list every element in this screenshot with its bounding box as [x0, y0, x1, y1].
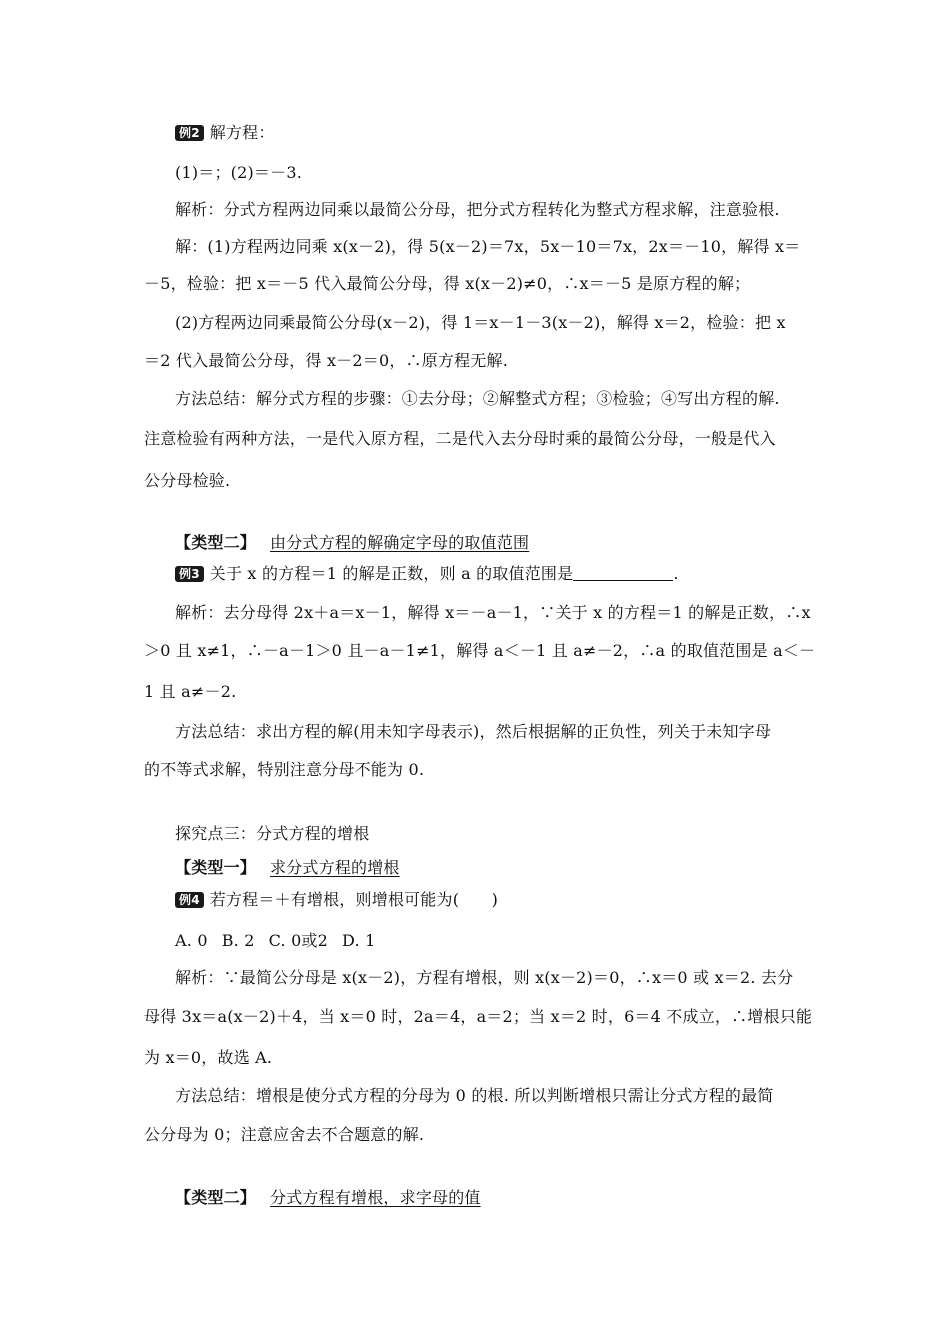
option-a: A. 0 [175, 931, 208, 950]
example-2-method-b: 注意检验有两种方法，一是代入原方程，二是代入去分母时乘的最简公分母，一般是代入 [144, 429, 776, 448]
type-title: 由分式方程的解确定字母的取值范围 [270, 533, 530, 552]
type-tag: 【类型一】 [175, 858, 257, 877]
type-1-heading [175, 857, 815, 879]
example-4-analysis-b: 母得 3x＝a(x－2)＋4，当 x＝0 时，2a＝4，a＝2；当 x＝2 时，6＝4 不成立，∴增根只能 [144, 1007, 813, 1026]
example-3-question-text: 关于 x 的方程＝1 的解是正数，则 a 的取值范围是 [209, 564, 574, 583]
example-2-method-a: 方法总结：解分式方程的步骤：①去分母；②解整式方程；③检验；④写出方程的解. [175, 389, 780, 408]
section-3-title: 探究点三：分式方程的增根 [175, 824, 370, 843]
example-3-analysis-c: 1 且 a≠－2. [144, 682, 237, 701]
example-2-parts: (1)＝；(2)＝－3. [175, 163, 302, 182]
example-3-method-b: 的不等式求解，特别注意分母不能为 0. [144, 760, 425, 779]
type-tag: 【类型二】 [175, 1188, 257, 1207]
answer-blank [573, 566, 673, 581]
example-4-options [175, 930, 815, 952]
example-4-method-b: 公分母为 0；注意应舍去不合题意的解. [144, 1125, 425, 1144]
example-3-method-a: 方法总结：求出方程的解(用未知字母表示)，然后根据解的正负性，列关于未知字母 [175, 722, 772, 741]
example-2-method-c: 公分母检验. [144, 471, 231, 490]
type-tag: 【类型二】 [175, 533, 257, 552]
example-4-analysis-c: 为 x＝0，故选 A. [144, 1048, 273, 1067]
type-title: 求分式方程的增根 [270, 858, 400, 877]
example-2-solution-2a: (2)方程两边同乘最简公分母(x－2)，得 1＝x－1－3(x－2)，解得 x＝2，检验：把 x [175, 313, 786, 332]
example-badge: 例4 [175, 892, 204, 908]
option-d: D. 1 [342, 931, 376, 950]
example-3-analysis-a: 解析：去分母得 2x＋a＝x－1，解得 x＝－a－1，∵关于 x 的方程＝1 的解是正数，∴x [175, 603, 811, 622]
example-4-question [175, 889, 815, 911]
option-c: C. 0或2 [268, 931, 329, 950]
type-2-extraneous-heading [175, 1187, 815, 1209]
example-badge: 例3 [175, 566, 204, 582]
example-badge: 例2 [175, 125, 204, 141]
example-4-question-text: 若方程＝＋有增根，则增根可能为( ) [209, 890, 499, 909]
example-2-solution-1b: －5，检验：把 x＝－5 代入最简公分母，得 x(x－2)≠0，∴x＝－5 是原方程的解； [144, 274, 751, 293]
example-2-solution-2b: ＝2 代入最简公分母，得 x－2＝0，∴原方程无解. [144, 351, 509, 370]
type-2-range-heading [175, 532, 815, 554]
option-b: B. 2 [221, 931, 255, 950]
example-3-question [175, 563, 815, 585]
example-3-question-end: . [673, 564, 679, 583]
type-title: 分式方程有增根，求字母的值 [270, 1188, 481, 1207]
example-4-analysis-a: 解析：∵最简公分母是 x(x－2)，方程有增根，则 x(x－2)＝0，∴x＝0 或 x＝2. 去分 [175, 968, 794, 987]
example-2-solution-1a: 解：(1)方程两边同乘 x(x－2)，得 5(x－2)＝7x，5x－10＝7x，2x＝－10，解得 x＝ [175, 237, 801, 256]
example-2-heading [175, 122, 815, 144]
example-4-method-a: 方法总结：增根是使分式方程的分母为 0 的根. 所以判断增根只需让分式方程的最简 [175, 1086, 774, 1105]
example-2-analysis: 解析：分式方程两边同乘以最简公分母，把分式方程转化为整式方程求解，注意验根. [175, 200, 780, 219]
example-3-analysis-b: ＞0 且 x≠1，∴－a－1＞0 且－a－1≠1，解得 a＜－1 且 a≠－2，∴a 的取值范围是 a＜－ [144, 641, 816, 660]
example-title: 解方程： [209, 123, 275, 142]
